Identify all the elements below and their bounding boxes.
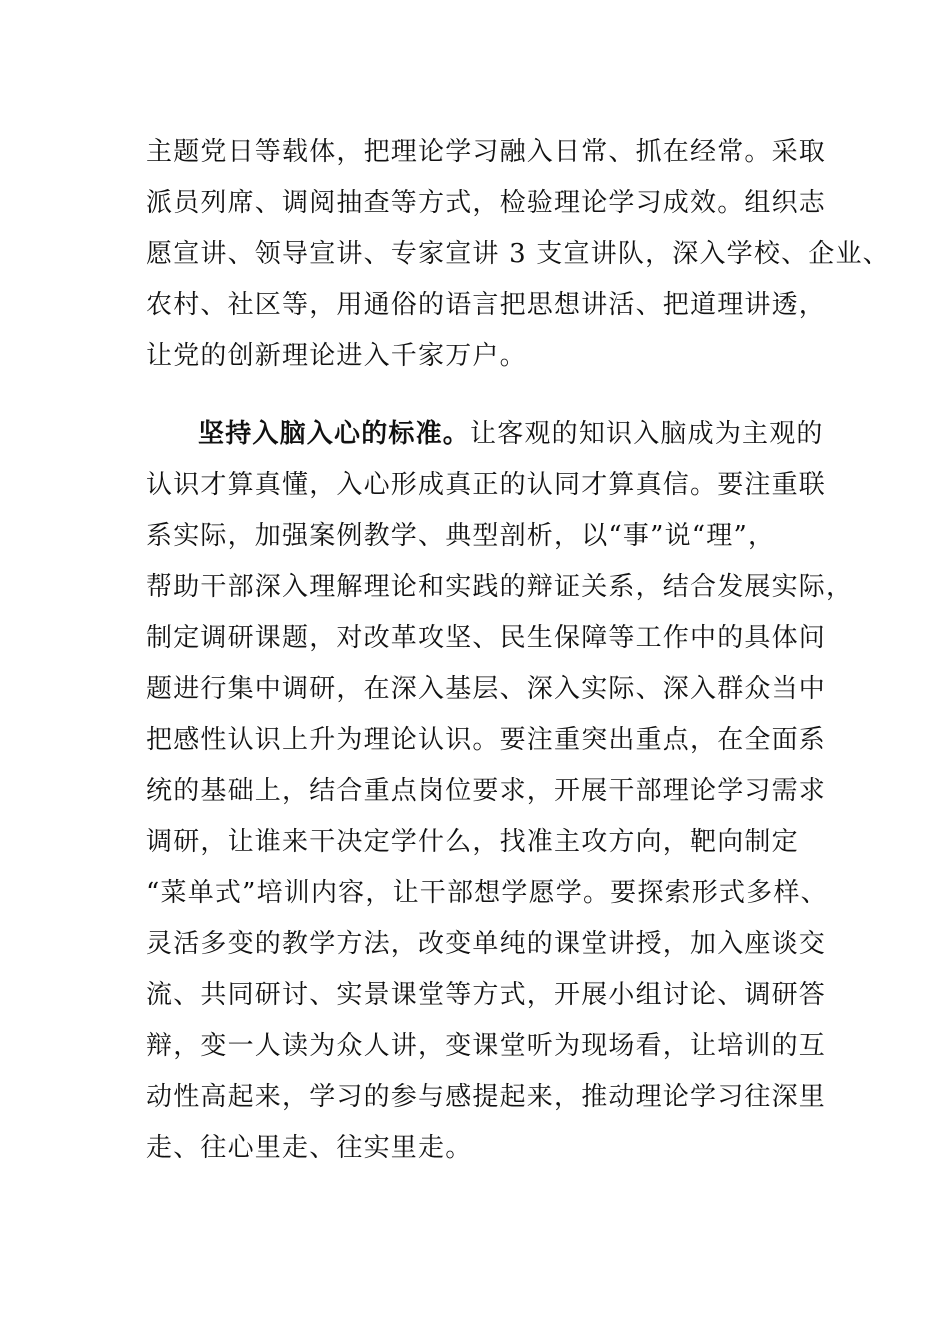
text-line: 灵活多变的教学方法，改变单纯的课堂讲授，加入座谈交 [146,929,827,959]
text-line: 流、共同研讨、实景课堂等方式，开展小组讨论、调研答 [146,980,827,1010]
text-line: 走、往心里走、往实里走。 [146,1133,473,1163]
paragraph-lead-text: 让客观的知识入脑成为主观的 [470,419,824,449]
text-line: 让党的创新理论进入千家万户。 [146,341,527,371]
text-line: 愿宣讲、领导宣讲、专家宣讲 3 支宣讲队，深入学校、企业、 [146,239,890,269]
text-line: “菜单式”培训内容，让干部想学愿学。要探索形式多样、 [146,878,828,908]
text-line: 主题党日等载体，把理论学习融入日常、抓在经常。采取 [146,137,827,167]
text-line: 动性高起来，学习的参与感提起来，推动理论学习往深里 [146,1082,827,1112]
text-line: 把感性认识上升为理论认识。要注重突出重点，在全面系 [146,725,827,755]
text-line: 派员列席、调阅抽查等方式，检验理论学习成效。组织志 [146,188,827,218]
paragraph-2 [146,409,854,1174]
text-line: 农村、社区等，用通俗的语言把思想讲活、把道理讲透， [146,290,827,320]
text-line: 统的基础上，结合重点岗位要求，开展干部理论学习需求 [146,776,827,806]
text-line: 系实际，加强案例教学、典型剖析，以“事”说“理”， [146,521,776,551]
text-line: 题进行集中调研，在深入基层、深入实际、深入群众当中 [146,674,827,704]
paragraph-1 [146,127,890,382]
text-line: 辩，变一人读为众人讲，变课堂听为现场看，让培训的互 [146,1031,827,1061]
text-line: 调研，让谁来干决定学什么，找准主攻方向，靶向制定 [146,827,799,857]
paragraph-first-line [146,409,846,460]
text-line: 帮助干部深入理解理论和实践的辩证关系，结合发展实际， [146,572,854,602]
text-line: 认识才算真懂，入心形成真正的认同才算真信。要注重联 [146,470,827,500]
text-line: 制定调研课题，对改革攻坚、民生保障等工作中的具体问 [146,623,827,653]
paragraph-heading: 坚持入脑入心的标准。 [198,419,471,449]
